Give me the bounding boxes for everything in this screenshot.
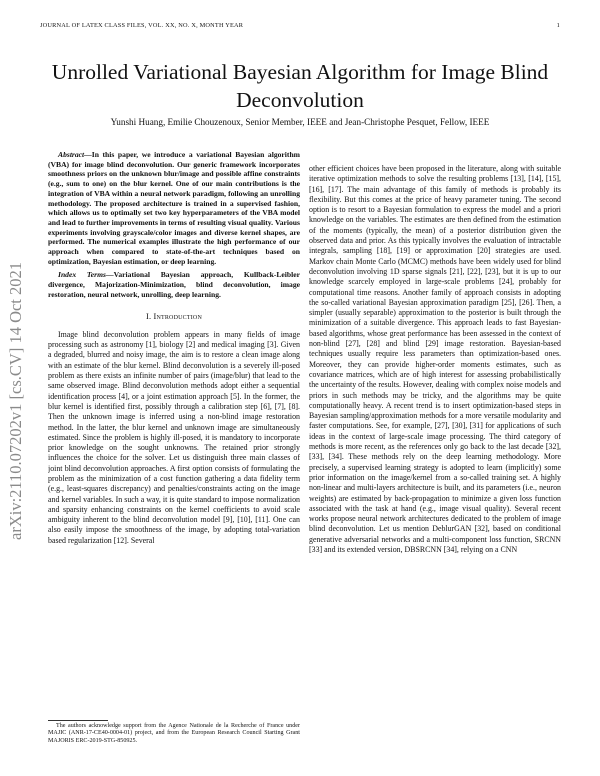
footnote-rule (48, 720, 108, 721)
running-header (40, 22, 560, 34)
abstract (48, 150, 300, 266)
page-number: 1 (556, 22, 560, 29)
footnote: The authors acknowledge support from the Agence Nationale de la Recherche of France under MAJIC (ANR-17-CE40-0004-01) project, and from the European Research Council Starting Grant MAJORIS ERC-2019-STG-850925. (48, 723, 300, 744)
index-terms-label: Index Terms (58, 270, 106, 280)
intro-paragraph-continued: other efficient choices have been proposed in the literature, along with suitable iterative optimization methods to solve the resulting problems [13], [14], [15], [16], [17]. The main advantage of this family of methods is probably its flexibility. But this comes at the price of heavy parameter tuning. The second option is to resort to a Bayesian formulation to express the model and a priori knowledge on the variables. The estimates are then defined from the estimation of the moments (typically, the mean) of a posterior distribution given the observed data and prior. As this typically involves the evaluation of intractable integrals, sampling [18], [19] or approximation [20] strategies are used. Markov chain Monte Carlo (MCMC) methods have been widely used for blind deconvolution involving 1D sparse signals [21], [22], [23], but it is up to our knowledge scarcely employed in large-scale problems [24], probably for computational time reasons. Another family of approach consists in adopting the so-called variational Bayesian approximation paradigm [25], [26]. Then, a simpler (usually separable) approximation to the posterior is built through the minimization of a suitable divergence. This approach leads to fast Bayesian-based algorithms, whose great performance has been assessed in the context of non-blind [27], [28] and blind [29] image restoration. Bayesian-based techniques usually require less parameters than optimization-based ones. Moreover, they can provide higher-order moments estimates, such as covariance matrices, which are of high interest for assessing probabilistically the uncertainty of the results. However, dealing with complex noise models and priors in such methods may be tricky, and the algorithms may be quite computationally heavy. A recent trend is to insert optimization-based steps in Bayesian sampling/approximation methods for a more versatile modularity and faster computations. See, for example, [27], [30], [31] for applications of such ideas in the context of large-scale image processing. The third category of methods is more recent, as the references only go back to the last decade [32], [33], [34]. These methods rely on the deep learning methodology. More precisely, a supervised learning strategy is adopted to learn (implicitly) some prior information on the image/kernel from a so-called training set. A highly non-linear and multi-layers architecture is built, and its parameters (i.e., neuron weights) are estimated by back-propagation to minimize a given loss function associated with the task at hand (e.g., image visual quality). Several recent works propose neural network architectures dedicated to the problem of image blind deconvolution. Let us mention DeblurGAN [32], based on conditional generative adversarial networks and a multi-component loss function, SRCNN [33] and its extended version, DBSRCNN [34], relying on a CNN (309, 164, 561, 554)
arxiv-stamp: arXiv:2110.07202v1 [cs.CV] 14 Oct 2021 (6, 261, 25, 540)
intro-paragraph: Image blind deconvolution problem appears in many fields of image processing such as astronomy [1], biology [2] and medical imaging [3]. Given a degraded, blurred and noisy image, the aim is to restore a clean image along with an estimate of the blur kernel. Blind deconvolution is a severely ill-posed problem as there exists an infinite number of pairs (image/blur) that lead to the same observed image. Blind deconvolution methods adopt either a sequential identification process [4], or a joint estimation approach [5]. In the former, the blur kernel is identified first, possibly through a calibration step [6], [7], [8]. Then the unknown image is inferred using a non-blind image restoration method. In the latter, the blur kernel and unknown image are simultaneously estimated. Since the problem is highly ill-posed, it is mandatory to incorporate prior knowledge on the sought unknowns. The retained prior strongly influences the choice for the solver. Let us distinguish three main classes of joint blind deconvolution approaches. A first option consists of formulating the problem as the minimization of a cost function gathering a data fidelity term (e.g., least-squares discrepancy) and penalties/constraints acting on the image and kernel variables. In such a way, it is quite standard to impose normalization and sparsity enhancing constraints on the kernel coefficients to avoid scale ambiguity inherent to the blind deconvolution model [9], [10], [11]. One can also easily impose the smoothness of the image, by adopting total-variation based regularization [12]. Several (48, 329, 300, 545)
abstract-label: Abstract— (58, 150, 92, 159)
index-terms-text: —Variational Bayesian approach, Kullback-Leibler divergence, Majorization-Minimization, blind deconvolution, image restoration, neural network, unrolling, deep learning. (48, 270, 300, 299)
right-column (309, 164, 561, 750)
paper-title: Unrolled Variational Bayesian Algorithm for Image Blind Deconvolution (51, 60, 549, 112)
author-line: Yunshi Huang, Emilie Chouzenoux, Senior Member, IEEE and Jean-Christophe Pesquet, Fellow, IEEE (110, 117, 490, 127)
abstract-text: In this paper, we introduce a variational Bayesian algorithm (VBA) for image blind deconvolution. Our generic framework incorporates smoothness priors on the unknown blur/image and possible affine constraints (e.g., sum to one) on the blur kernel. One of our main contributions is the integration of VBA within a neural network paradigm, following an unrolling methodology. The proposed architecture is trained in a supervised fashion, which allows us to optimally set two key hyperparameters of the VBA model and lead to further improvements in terms of resulting visual quality. Various experiments involving grayscale/color images and diverse kernel shapes, are performed. The numerical examples illustrate the high performance of our approach when compared to state-of-the-art techniques based on optimization, Bayesian estimation, or deep learning. (48, 150, 300, 266)
journal-line: JOURNAL OF LATEX CLASS FILES, VOL. XX, NO. X, MONTH YEAR (40, 22, 244, 29)
section-heading: I. Introduction (145, 311, 202, 321)
left-column (48, 150, 300, 750)
index-terms (48, 270, 300, 299)
